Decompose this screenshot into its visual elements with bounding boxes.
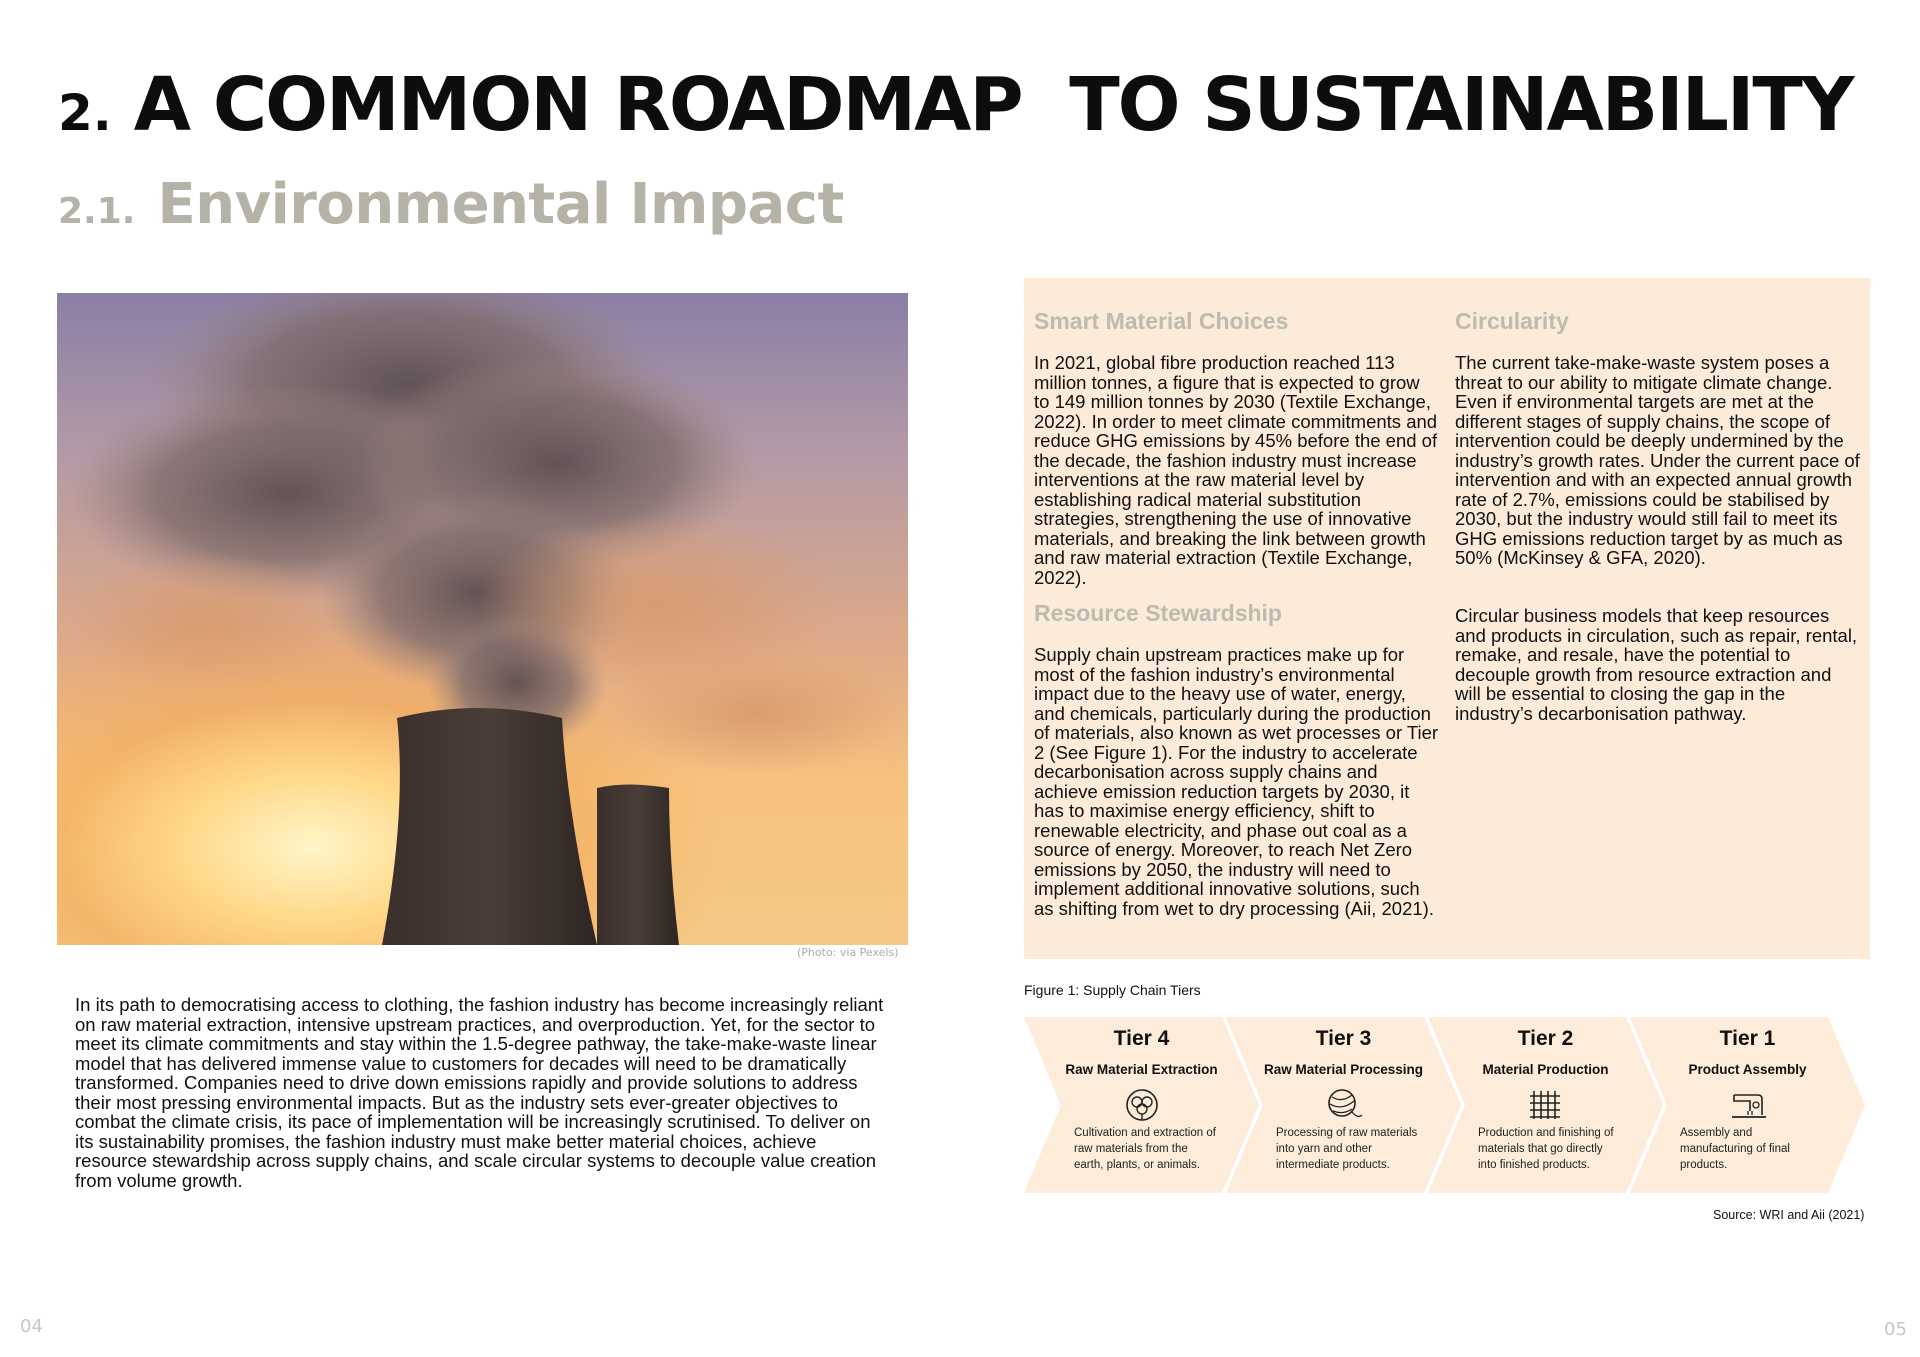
resource-stewardship-heading: Resource Stewardship	[1034, 600, 1282, 626]
tier-1-subtitle: Product Assembly	[1688, 1062, 1807, 1077]
smart-material-text: In 2021, global fibre production reached 113 million tonnes, a figure that is expected to grow to 149 million tonnes by 2030 (Textile Exchange, 2022). In order to meet climate commitments and reduce GHG emissions by 45% before the end of the decade, the fashion industry must increase interventions at the raw material level by establishing radical material substitution strategies, strengthening the use of innovative materials, and breaking the link between growth and raw material extraction (Textile Exchange, 2022).	[1034, 352, 1438, 588]
photo-illustration	[57, 293, 908, 945]
circularity-heading: Circularity	[1455, 308, 1569, 334]
tier-2-name: Tier 2	[1517, 1027, 1574, 1050]
tier-4-description: Cultivation and extraction of raw materials from the earth, plants, or animals.	[1074, 1127, 1216, 1171]
yarn-ball-icon	[1324, 1085, 1364, 1125]
subsection-number: 2.1.	[58, 191, 136, 232]
tier-3-name: Tier 3	[1315, 1027, 1372, 1050]
tier-1-name: Tier 1	[1719, 1027, 1776, 1050]
supply-chain-tiers	[1024, 1017, 1870, 1193]
tier-3-chevron	[1226, 1017, 1461, 1193]
section-title	[58, 62, 1852, 148]
tier-4-subtitle: Raw Material Extraction	[1065, 1062, 1218, 1077]
smart-material-heading: Smart Material Choices	[1034, 308, 1289, 334]
intro-paragraph: In its path to democratising access to clothing, the fashion industry has become increasingly reliant on raw material extraction, intensive upstream practices, and overproduction. Yet, for the sector to meet its climate commitments and stay within the 1.5-degree pathway, the take-make-waste linear model that has delivered immense value to customers for decades will need to be dramatically transformed. Companies need to drive down emissions rapidly and provide solutions to address their most pressing environmental impacts. But as the industry sets ever-greater objectives to combat the climate crisis, its pace of implementation will be increasingly scrutinised. To deliver on its sustainability promises, the fashion industry must make better material choices, achieve resource stewardship across supply chains, and scale circular systems to decouple value creation from volume growth.	[75, 994, 884, 1191]
tier-1-description: Assembly and manufacturing of final products.	[1680, 1127, 1790, 1171]
page-number-left: 04	[20, 1316, 43, 1337]
subsection-heading: Environmental Impact	[157, 172, 844, 237]
circularity-text-1: The current take-make-waste system poses a threat to our ability to mitigate climate change. Even if environmental targets are met at the different stages of supply chains, the scope of intervention could be deeply undermined by the industry’s growth rates. Under the current pace of intervention and with an expected annual growth rate of 2.7%, emissions could be stabilised by 2030, but the industry would still fail to meet its GHG emissions reduction target by as much as 50% (McKinsey & GFA, 2020).	[1455, 352, 1860, 568]
sewing-machine-icon	[1728, 1085, 1768, 1125]
tier-4-chevron	[1024, 1017, 1259, 1193]
tier-3-subtitle: Raw Material Processing	[1263, 1062, 1424, 1077]
section-number: 2.	[58, 84, 112, 142]
circularity-text-2: Circular business models that keep resources and products in circulation, such as repair, rental, remake, and resale, have the potential to decouple growth from resource extraction and will be essential to closing the gap in the industry’s decarbonisation pathway.	[1455, 605, 1858, 724]
section-heading: A COMMON ROADMAP TO SUSTAINABILITY	[133, 62, 1853, 148]
cooling-towers-photo	[57, 293, 908, 945]
resource-stewardship-text: Supply chain upstream practices make up for most of the fashion industry’s environmental impact due to the heavy use of water, energy, and chemicals, particularly during the production of materials, also known as wet processes or Tier 2 (See Figure 1). For the industry to accelerate decarbonisation across supply chains and achieve emission reduction targets by 2030, it has to maximise energy efficiency, shift to renewable electricity, and phase out coal as a source of energy. Moreover, to reach Net Zero emissions by 2050, the industry will need to implement additional innovative solutions, such as shifting from wet to dry processing (Aii, 2021).	[1034, 644, 1439, 919]
page-number-right: 05	[1884, 1319, 1907, 1340]
figure-caption: Figure 1: Supply Chain Tiers	[1024, 982, 1201, 998]
info-box	[1024, 278, 1870, 959]
tier-2-chevron	[1428, 1017, 1663, 1193]
cotton-flower-icon	[1122, 1085, 1162, 1125]
fabric-weave-icon	[1526, 1085, 1566, 1125]
figure-source: Source: WRI and Aii (2021)	[1713, 1208, 1865, 1222]
tier-4-name: Tier 4	[1113, 1027, 1170, 1050]
tier-2-description: Production and finishing of materials that go directly into finished products.	[1478, 1127, 1614, 1171]
photo-credit: (Photo: via Pexels)	[797, 946, 899, 959]
subsection-title	[58, 172, 844, 237]
tier-1-chevron	[1630, 1017, 1865, 1193]
tier-3-description: Processing of raw materials into yarn and other intermediate products.	[1276, 1127, 1418, 1171]
tier-2-subtitle: Material Production	[1482, 1062, 1609, 1077]
